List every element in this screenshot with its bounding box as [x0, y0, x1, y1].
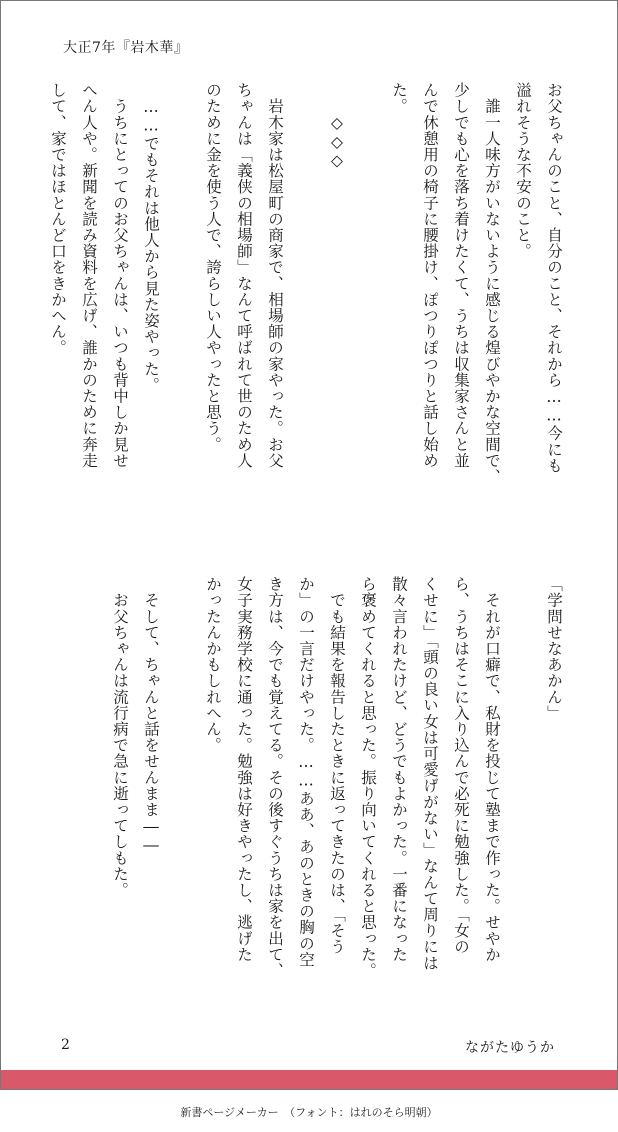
text-block-bottom: [104, 576, 569, 1036]
page-number: 2: [61, 1037, 70, 1053]
text-line: 「学問せなあかん」: [545, 576, 563, 721]
text-line: そして、ちゃんと話をせんまま――: [142, 576, 160, 855]
author-name: ながたゆうか: [465, 1040, 555, 1056]
text-line: くせに」「頭の良い女は可愛げがない」なんて周りには: [421, 576, 439, 971]
bottom-color-band: [1, 1070, 617, 1089]
generator-credit: 新書ページメーカー （フォント：はれのそら明朝）: [180, 1106, 438, 1119]
text-line: 散々言われたけど、どうでもよかった。一番になった: [390, 576, 408, 963]
text-line: ら褒めてくれると思った。振り向いてくれると思った。: [359, 576, 377, 979]
text-line: それが口癖で、私財を投じて塾まで作った。せやか: [483, 576, 501, 963]
blank-line: [166, 82, 197, 542]
text-line: うちにとってのお父ちゃんは、いつも背中しか見せ: [111, 82, 129, 469]
text-line: ……でもそれは他人から見た姿やった。: [142, 82, 160, 393]
text-line: へん人や。新聞を読み資料を広げ、誰かのために奔走: [80, 82, 98, 469]
text-line: 女子実務学校に通った。勉強は好きやったし、逃げた: [235, 576, 253, 963]
text-line: んで休憩用の椅子に腰掛け、ぽつりぽつりと話し始め: [421, 82, 439, 469]
text-line: た。: [390, 82, 408, 115]
text-line: 溢れそうな不安のこと。: [514, 82, 532, 260]
blank-line: [507, 576, 538, 1036]
section-break: ◇◇◇: [328, 82, 346, 170]
text-line: 誰一人味方がいないように感じる煌びやかな空間で、: [483, 82, 501, 485]
text-line: ら、うちはそこに入り込んで必死に勉強した。「女の: [452, 576, 470, 955]
blank-line: [290, 82, 321, 542]
text-line: 岩木家は松屋町の商家で、相場師の家やった。お父: [266, 82, 284, 469]
text-block-top: [42, 82, 569, 542]
text-line: ちゃんは「義侠の相場師」なんて呼ばれて世のため人: [235, 82, 253, 469]
text-line: 少しでも心を落ち着けたくて、うちは収集家さんと並: [452, 82, 470, 469]
text-line: して、家ではほとんど口をきかへん。: [49, 82, 67, 356]
text-line: かったんかもしれへん。: [204, 576, 222, 754]
running-title: 大正7年『岩木華』: [63, 40, 189, 56]
text-line: のために金を使う人で、誇らしい人やったと思う。: [204, 82, 222, 453]
blank-line: [352, 82, 383, 542]
blank-line: [166, 576, 197, 1036]
text-line: でも結果を報告したときに返ってきたのは、「そう: [328, 576, 346, 955]
text-line: お父ちゃんのこと、自分のこと、それから……今にも: [545, 82, 563, 474]
text-line: か」の一言だけやった。……ああ、あのときの胸の空: [297, 576, 315, 968]
text-line: き方は、今でも覚えてる。その後すぐうちは家を出て、: [266, 576, 284, 979]
text-line: お父ちゃんは流行病で急に逝ってしもた。: [111, 576, 129, 898]
